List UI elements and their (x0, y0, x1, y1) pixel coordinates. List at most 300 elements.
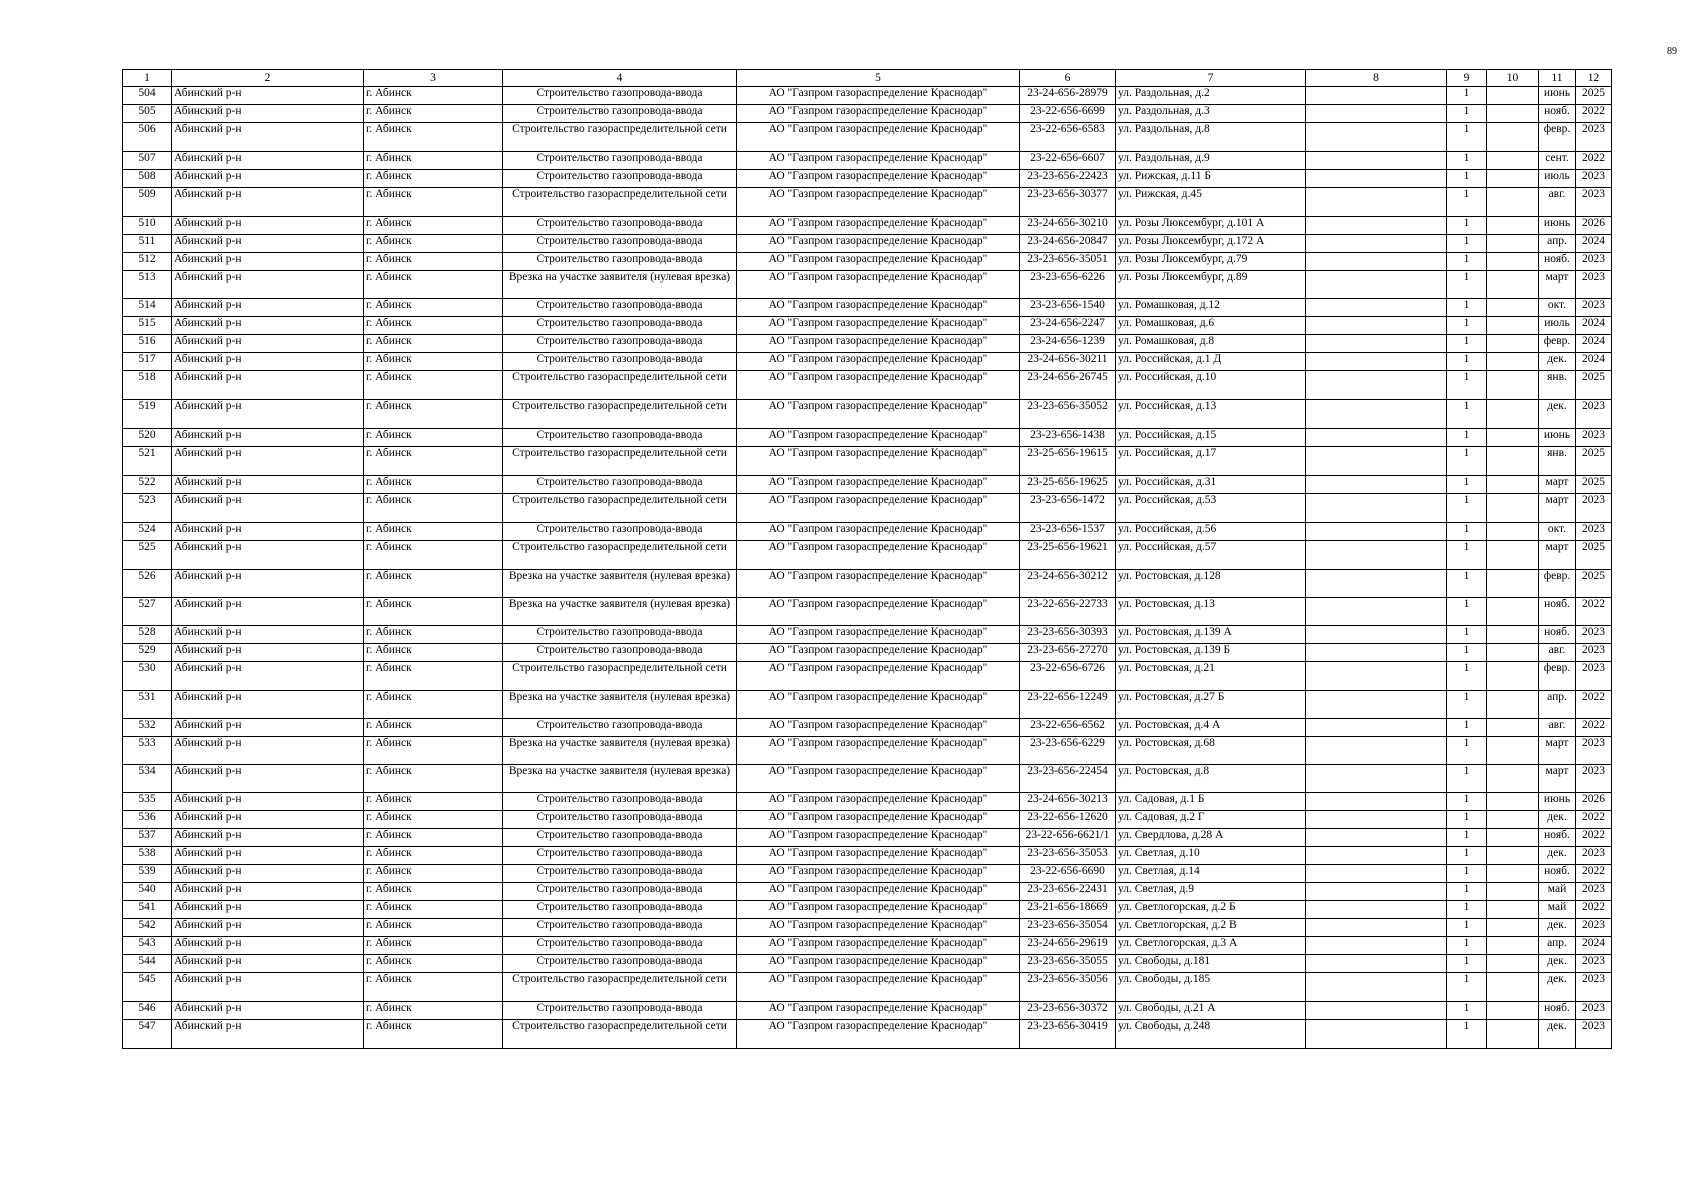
table-row (123, 883, 1612, 901)
table-row (123, 811, 1612, 829)
table-row (123, 598, 1612, 626)
district-cell: Абинский р-н (172, 170, 364, 188)
column-10-cell (1487, 335, 1539, 353)
count-cell: 1 (1447, 253, 1487, 271)
column-8-cell (1306, 865, 1447, 883)
column-8-cell (1306, 299, 1447, 317)
count-cell: 1 (1447, 400, 1487, 429)
work-type-cell: Строительство газораспределительной сети (503, 123, 737, 152)
column-10-cell (1487, 737, 1539, 765)
column-8-cell (1306, 494, 1447, 523)
table-row (123, 253, 1612, 271)
work-type-cell: Строительство газопровода-ввода (503, 644, 737, 662)
count-cell: 1 (1447, 662, 1487, 691)
address-cell: ул. Светлая, д.10 (1116, 847, 1306, 865)
code-cell: 23-23-656-6229 (1020, 737, 1116, 765)
year-cell: 2022 (1576, 829, 1612, 847)
organization-cell: АО "Газпром газораспределение Краснодар" (737, 626, 1020, 644)
code-cell: 23-23-656-22431 (1020, 883, 1116, 901)
column-10-cell (1487, 188, 1539, 217)
organization-cell: АО "Газпром газораспределение Краснодар" (737, 793, 1020, 811)
city-cell: г. Абинск (364, 937, 503, 955)
district-cell: Абинский р-н (172, 937, 364, 955)
column-10-cell (1487, 541, 1539, 570)
month-cell: дек. (1539, 400, 1576, 429)
code-cell: 23-25-656-19621 (1020, 541, 1116, 570)
organization-cell: АО "Газпром газораспределение Краснодар" (737, 973, 1020, 1002)
address-cell: ул. Российская, д.15 (1116, 429, 1306, 447)
code-cell: 23-25-656-19625 (1020, 476, 1116, 494)
table-row (123, 644, 1612, 662)
count-cell: 1 (1447, 317, 1487, 335)
organization-cell: АО "Газпром газораспределение Краснодар" (737, 271, 1020, 299)
work-type-cell: Строительство газопровода-ввода (503, 901, 737, 919)
column-header: 10 (1487, 70, 1539, 87)
address-cell: ул. Российская, д.53 (1116, 494, 1306, 523)
city-cell: г. Абинск (364, 847, 503, 865)
city-cell: г. Абинск (364, 644, 503, 662)
district-cell: Абинский р-н (172, 541, 364, 570)
table-row (123, 847, 1612, 865)
address-cell: ул. Ростовская, д.8 (1116, 765, 1306, 793)
column-8-cell (1306, 541, 1447, 570)
month-cell: июль (1539, 317, 1576, 335)
row-number: 545 (123, 973, 172, 1002)
count-cell: 1 (1447, 937, 1487, 955)
column-10-cell (1487, 719, 1539, 737)
district-cell: Абинский р-н (172, 371, 364, 400)
row-number: 538 (123, 847, 172, 865)
organization-cell: АО "Газпром газораспределение Краснодар" (737, 937, 1020, 955)
table-row (123, 317, 1612, 335)
organization-cell: АО "Газпром газораспределение Краснодар" (737, 235, 1020, 253)
district-cell: Абинский р-н (172, 793, 364, 811)
column-10-cell (1487, 170, 1539, 188)
column-header: 9 (1447, 70, 1487, 87)
city-cell: г. Абинск (364, 598, 503, 626)
organization-cell: АО "Газпром газораспределение Краснодар" (737, 476, 1020, 494)
count-cell: 1 (1447, 737, 1487, 765)
column-8-cell (1306, 271, 1447, 299)
column-10-cell (1487, 765, 1539, 793)
address-cell: ул. Ростовская, д.139 Б (1116, 644, 1306, 662)
row-number: 524 (123, 523, 172, 541)
count-cell: 1 (1447, 299, 1487, 317)
organization-cell: АО "Газпром газораспределение Краснодар" (737, 353, 1020, 371)
city-cell: г. Абинск (364, 494, 503, 523)
month-cell: сент. (1539, 152, 1576, 170)
row-number: 513 (123, 271, 172, 299)
work-type-cell: Врезка на участке заявителя (нулевая врезка) (503, 598, 737, 626)
column-10-cell (1487, 235, 1539, 253)
registry-table (122, 69, 1612, 1049)
column-8-cell (1306, 400, 1447, 429)
code-cell: 23-24-656-26745 (1020, 371, 1116, 400)
column-10-cell (1487, 152, 1539, 170)
code-cell: 23-24-656-30210 (1020, 217, 1116, 235)
year-cell: 2025 (1576, 570, 1612, 598)
row-number: 529 (123, 644, 172, 662)
work-type-cell: Строительство газопровода-ввода (503, 626, 737, 644)
column-10-cell (1487, 87, 1539, 105)
table-row (123, 829, 1612, 847)
city-cell: г. Абинск (364, 829, 503, 847)
month-cell: дек. (1539, 973, 1576, 1002)
year-cell: 2022 (1576, 105, 1612, 123)
work-type-cell: Строительство газопровода-ввода (503, 317, 737, 335)
year-cell: 2023 (1576, 1002, 1612, 1020)
address-cell: ул. Светлогорская, д.2 Б (1116, 901, 1306, 919)
column-8-cell (1306, 626, 1447, 644)
row-number: 527 (123, 598, 172, 626)
year-cell: 2026 (1576, 217, 1612, 235)
column-8-cell (1306, 919, 1447, 937)
year-cell: 2023 (1576, 271, 1612, 299)
work-type-cell: Строительство газораспределительной сети (503, 494, 737, 523)
column-header: 1 (123, 70, 172, 87)
table-row (123, 955, 1612, 973)
count-cell: 1 (1447, 598, 1487, 626)
year-cell: 2025 (1576, 476, 1612, 494)
column-8-cell (1306, 973, 1447, 1002)
organization-cell: АО "Газпром газораспределение Краснодар" (737, 253, 1020, 271)
city-cell: г. Абинск (364, 123, 503, 152)
address-cell: ул. Светлая, д.14 (1116, 865, 1306, 883)
column-10-cell (1487, 1002, 1539, 1020)
organization-cell: АО "Газпром газораспределение Краснодар" (737, 217, 1020, 235)
column-8-cell (1306, 937, 1447, 955)
count-cell: 1 (1447, 1020, 1487, 1049)
column-8-cell (1306, 105, 1447, 123)
code-cell: 23-23-656-30377 (1020, 188, 1116, 217)
year-cell: 2025 (1576, 371, 1612, 400)
table-row (123, 335, 1612, 353)
address-cell: ул. Рижская, д.45 (1116, 188, 1306, 217)
table-row (123, 570, 1612, 598)
address-cell: ул. Свободы, д.185 (1116, 973, 1306, 1002)
city-cell: г. Абинск (364, 87, 503, 105)
year-cell: 2023 (1576, 847, 1612, 865)
organization-cell: АО "Газпром газораспределение Краснодар" (737, 1002, 1020, 1020)
address-cell: ул. Раздольная, д.2 (1116, 87, 1306, 105)
code-cell: 23-23-656-35051 (1020, 253, 1116, 271)
column-10-cell (1487, 476, 1539, 494)
organization-cell: АО "Газпром газораспределение Краснодар" (737, 919, 1020, 937)
work-type-cell: Строительство газопровода-ввода (503, 719, 737, 737)
table-row (123, 494, 1612, 523)
column-header: 4 (503, 70, 737, 87)
count-cell: 1 (1447, 170, 1487, 188)
column-8-cell (1306, 335, 1447, 353)
column-10-cell (1487, 829, 1539, 847)
district-cell: Абинский р-н (172, 152, 364, 170)
column-8-cell (1306, 476, 1447, 494)
count-cell: 1 (1447, 353, 1487, 371)
city-cell: г. Абинск (364, 152, 503, 170)
district-cell: Абинский р-н (172, 737, 364, 765)
year-cell: 2022 (1576, 152, 1612, 170)
code-cell: 23-24-656-29619 (1020, 937, 1116, 955)
row-number: 511 (123, 235, 172, 253)
address-cell: ул. Ростовская, д.4 А (1116, 719, 1306, 737)
column-8-cell (1306, 235, 1447, 253)
column-10-cell (1487, 865, 1539, 883)
column-10-cell (1487, 299, 1539, 317)
address-cell: ул. Российская, д.1 Д (1116, 353, 1306, 371)
city-cell: г. Абинск (364, 335, 503, 353)
column-8-cell (1306, 123, 1447, 152)
year-cell: 2023 (1576, 765, 1612, 793)
work-type-cell: Строительство газораспределительной сети (503, 973, 737, 1002)
district-cell: Абинский р-н (172, 626, 364, 644)
work-type-cell: Строительство газораспределительной сети (503, 188, 737, 217)
year-cell: 2022 (1576, 691, 1612, 719)
column-8-cell (1306, 371, 1447, 400)
district-cell: Абинский р-н (172, 919, 364, 937)
row-number: 544 (123, 955, 172, 973)
organization-cell: АО "Газпром газораспределение Краснодар" (737, 299, 1020, 317)
district-cell: Абинский р-н (172, 217, 364, 235)
year-cell: 2023 (1576, 123, 1612, 152)
code-cell: 23-23-656-35053 (1020, 847, 1116, 865)
column-10-cell (1487, 626, 1539, 644)
row-number: 541 (123, 901, 172, 919)
year-cell: 2023 (1576, 919, 1612, 937)
column-header: 11 (1539, 70, 1576, 87)
table-row (123, 691, 1612, 719)
district-cell: Абинский р-н (172, 973, 364, 1002)
city-cell: г. Абинск (364, 626, 503, 644)
district-cell: Абинский р-н (172, 691, 364, 719)
work-type-cell: Врезка на участке заявителя (нулевая врезка) (503, 765, 737, 793)
column-header: 3 (364, 70, 503, 87)
row-number: 536 (123, 811, 172, 829)
count-cell: 1 (1447, 644, 1487, 662)
work-type-cell: Строительство газопровода-ввода (503, 883, 737, 901)
city-cell: г. Абинск (364, 662, 503, 691)
row-number: 535 (123, 793, 172, 811)
work-type-cell: Строительство газопровода-ввода (503, 105, 737, 123)
row-number: 516 (123, 335, 172, 353)
month-cell: окт. (1539, 299, 1576, 317)
code-cell: 23-24-656-28979 (1020, 87, 1116, 105)
city-cell: г. Абинск (364, 570, 503, 598)
work-type-cell: Строительство газопровода-ввода (503, 919, 737, 937)
column-8-cell (1306, 170, 1447, 188)
address-cell: ул. Российская, д.56 (1116, 523, 1306, 541)
year-cell: 2023 (1576, 299, 1612, 317)
table-row (123, 152, 1612, 170)
work-type-cell: Строительство газопровода-ввода (503, 170, 737, 188)
column-10-cell (1487, 644, 1539, 662)
count-cell: 1 (1447, 476, 1487, 494)
column-8-cell (1306, 570, 1447, 598)
row-number: 510 (123, 217, 172, 235)
column-8-cell (1306, 1020, 1447, 1049)
code-cell: 23-23-656-1438 (1020, 429, 1116, 447)
count-cell: 1 (1447, 1002, 1487, 1020)
row-number: 542 (123, 919, 172, 937)
count-cell: 1 (1447, 765, 1487, 793)
column-10-cell (1487, 937, 1539, 955)
code-cell: 23-22-656-6690 (1020, 865, 1116, 883)
organization-cell: АО "Газпром газораспределение Краснодар" (737, 955, 1020, 973)
code-cell: 23-23-656-1537 (1020, 523, 1116, 541)
row-number: 533 (123, 737, 172, 765)
year-cell: 2023 (1576, 1020, 1612, 1049)
year-cell: 2025 (1576, 447, 1612, 476)
work-type-cell: Строительство газопровода-ввода (503, 523, 737, 541)
column-10-cell (1487, 662, 1539, 691)
address-cell: ул. Раздольная, д.8 (1116, 123, 1306, 152)
column-header: 7 (1116, 70, 1306, 87)
column-8-cell (1306, 317, 1447, 335)
code-cell: 23-22-656-6562 (1020, 719, 1116, 737)
table-row (123, 737, 1612, 765)
month-cell: дек. (1539, 353, 1576, 371)
district-cell: Абинский р-н (172, 429, 364, 447)
year-cell: 2023 (1576, 737, 1612, 765)
code-cell: 23-22-656-6607 (1020, 152, 1116, 170)
year-cell: 2024 (1576, 937, 1612, 955)
column-10-cell (1487, 793, 1539, 811)
city-cell: г. Абинск (364, 919, 503, 937)
district-cell: Абинский р-н (172, 901, 364, 919)
column-8-cell (1306, 829, 1447, 847)
city-cell: г. Абинск (364, 737, 503, 765)
district-cell: Абинский р-н (172, 87, 364, 105)
header-row (123, 70, 1612, 87)
code-cell: 23-23-656-35056 (1020, 973, 1116, 1002)
work-type-cell: Строительство газопровода-ввода (503, 253, 737, 271)
address-cell: ул. Свободы, д.248 (1116, 1020, 1306, 1049)
column-10-cell (1487, 429, 1539, 447)
month-cell: апр. (1539, 691, 1576, 719)
column-10-cell (1487, 973, 1539, 1002)
row-number: 528 (123, 626, 172, 644)
address-cell: ул. Светлогорская, д.2 В (1116, 919, 1306, 937)
organization-cell: АО "Газпром газораспределение Краснодар" (737, 1020, 1020, 1049)
month-cell: дек. (1539, 847, 1576, 865)
district-cell: Абинский р-н (172, 847, 364, 865)
address-cell: ул. Ростовская, д.21 (1116, 662, 1306, 691)
address-cell: ул. Ромашковая, д.6 (1116, 317, 1306, 335)
column-8-cell (1306, 1002, 1447, 1020)
column-8-cell (1306, 87, 1447, 105)
table-row (123, 973, 1612, 1002)
column-8-cell (1306, 883, 1447, 901)
table-row (123, 429, 1612, 447)
count-cell: 1 (1447, 152, 1487, 170)
work-type-cell: Строительство газопровода-ввода (503, 299, 737, 317)
district-cell: Абинский р-н (172, 1020, 364, 1049)
column-10-cell (1487, 371, 1539, 400)
table-row (123, 541, 1612, 570)
address-cell: ул. Садовая, д.2 Г (1116, 811, 1306, 829)
column-8-cell (1306, 523, 1447, 541)
district-cell: Абинский р-н (172, 447, 364, 476)
organization-cell: АО "Газпром газораспределение Краснодар" (737, 87, 1020, 105)
column-8-cell (1306, 847, 1447, 865)
city-cell: г. Абинск (364, 253, 503, 271)
row-number: 505 (123, 105, 172, 123)
month-cell: март (1539, 494, 1576, 523)
code-cell: 23-22-656-6621/1 (1020, 829, 1116, 847)
city-cell: г. Абинск (364, 317, 503, 335)
month-cell: март (1539, 737, 1576, 765)
work-type-cell: Строительство газопровода-ввода (503, 793, 737, 811)
year-cell: 2022 (1576, 811, 1612, 829)
work-type-cell: Строительство газопровода-ввода (503, 1002, 737, 1020)
column-10-cell (1487, 883, 1539, 901)
code-cell: 23-22-656-22733 (1020, 598, 1116, 626)
column-8-cell (1306, 691, 1447, 719)
row-number: 507 (123, 152, 172, 170)
month-cell: июнь (1539, 87, 1576, 105)
count-cell: 1 (1447, 719, 1487, 737)
year-cell: 2023 (1576, 494, 1612, 523)
city-cell: г. Абинск (364, 883, 503, 901)
month-cell: март (1539, 271, 1576, 299)
count-cell: 1 (1447, 447, 1487, 476)
work-type-cell: Строительство газопровода-ввода (503, 217, 737, 235)
district-cell: Абинский р-н (172, 865, 364, 883)
row-number: 530 (123, 662, 172, 691)
table-row (123, 1002, 1612, 1020)
work-type-cell: Врезка на участке заявителя (нулевая врезка) (503, 737, 737, 765)
organization-cell: АО "Газпром газораспределение Краснодар" (737, 883, 1020, 901)
column-header: 12 (1576, 70, 1612, 87)
count-cell: 1 (1447, 335, 1487, 353)
organization-cell: АО "Газпром газораспределение Краснодар" (737, 335, 1020, 353)
row-number: 526 (123, 570, 172, 598)
table-row (123, 1020, 1612, 1049)
address-cell: ул. Свободы, д.181 (1116, 955, 1306, 973)
district-cell: Абинский р-н (172, 105, 364, 123)
count-cell: 1 (1447, 626, 1487, 644)
table-row (123, 447, 1612, 476)
column-8-cell (1306, 955, 1447, 973)
code-cell: 23-24-656-2247 (1020, 317, 1116, 335)
table-row (123, 235, 1612, 253)
work-type-cell: Строительство газопровода-ввода (503, 87, 737, 105)
column-8-cell (1306, 811, 1447, 829)
code-cell: 23-24-656-30213 (1020, 793, 1116, 811)
address-cell: ул. Ромашковая, д.8 (1116, 335, 1306, 353)
organization-cell: АО "Газпром газораспределение Краснодар" (737, 123, 1020, 152)
month-cell: окт. (1539, 523, 1576, 541)
count-cell: 1 (1447, 188, 1487, 217)
month-cell: дек. (1539, 919, 1576, 937)
district-cell: Абинский р-н (172, 765, 364, 793)
count-cell: 1 (1447, 973, 1487, 1002)
organization-cell: АО "Газпром газораспределение Краснодар" (737, 691, 1020, 719)
count-cell: 1 (1447, 691, 1487, 719)
table-row (123, 476, 1612, 494)
organization-cell: АО "Газпром газораспределение Краснодар" (737, 865, 1020, 883)
address-cell: ул. Ромашковая, д.12 (1116, 299, 1306, 317)
organization-cell: АО "Газпром газораспределение Краснодар" (737, 371, 1020, 400)
table-row (123, 87, 1612, 105)
table-row (123, 400, 1612, 429)
table-row (123, 937, 1612, 955)
column-10-cell (1487, 271, 1539, 299)
column-10-cell (1487, 570, 1539, 598)
month-cell: нояб. (1539, 598, 1576, 626)
column-10-cell (1487, 847, 1539, 865)
work-type-cell: Строительство газопровода-ввода (503, 335, 737, 353)
table-row (123, 170, 1612, 188)
